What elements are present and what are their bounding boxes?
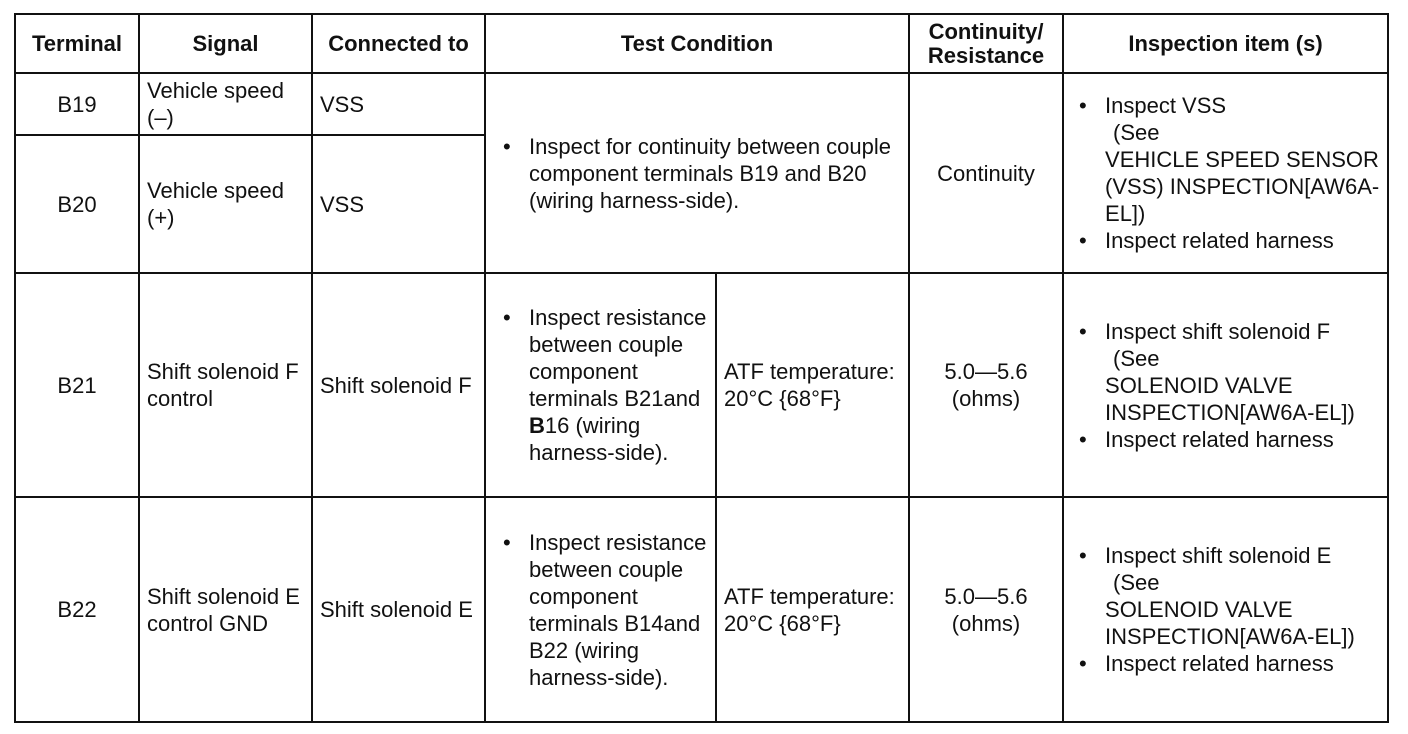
see-note: (See <box>1113 120 1160 145</box>
inspection-cell <box>1063 73 1388 273</box>
atf-temperature-cell: ATF temperature: 20°C {68°F} <box>716 497 909 722</box>
connected-to-cell: VSS <box>312 73 485 135</box>
signal-cell: Vehicle speed (+) <box>139 135 312 273</box>
header-test-condition: Test Condition <box>485 14 909 73</box>
inspection-item-text: Inspect shift solenoid F <box>1105 318 1331 344</box>
header-continuity-resistance <box>909 14 1063 73</box>
terminal-inspection-table <box>14 13 1389 723</box>
test-condition-cell <box>485 273 716 497</box>
result-cell: Continuity <box>909 73 1063 273</box>
connected-to-cell: VSS <box>312 135 485 273</box>
header-connected-to: Connected to <box>312 14 485 73</box>
inspection-item: • Inspect related harness <box>1075 227 1380 254</box>
test-condition-item: • Inspect resistance between couple component terminals B14and B22 (wiring harness-side). <box>499 529 708 691</box>
test-condition-cell <box>485 497 716 722</box>
inspection-item <box>1075 92 1380 227</box>
result-cell: 5.0—5.6 (ohms) <box>909 273 1063 497</box>
result-cell: 5.0—5.6 (ohms) <box>909 497 1063 722</box>
table-row-b21 <box>15 273 1388 497</box>
terminal-cell: B19 <box>15 73 139 135</box>
header-continuity-line2: Resistance <box>927 42 1045 68</box>
connected-to-cell: Shift solenoid E <box>312 497 485 722</box>
header-row <box>15 14 1388 73</box>
inspection-item: • Inspect related harness <box>1075 650 1380 677</box>
header-continuity-line1: Continuity/ <box>928 18 1044 44</box>
table-row-b22 <box>15 497 1388 722</box>
inspection-cell <box>1063 497 1388 722</box>
terminal-cell: B22 <box>15 497 139 722</box>
header-terminal: Terminal <box>15 14 139 73</box>
test-condition-cell <box>485 73 909 273</box>
terminal-cell: B20 <box>15 135 139 273</box>
header-inspection-items: Inspection item (s) <box>1063 14 1388 73</box>
atf-temperature-cell: ATF temperature: 20°C {68°F} <box>716 273 909 497</box>
connected-to-cell: Shift solenoid F <box>312 273 485 497</box>
inspection-cell <box>1063 273 1388 497</box>
inspection-item: • Inspect related harness <box>1075 426 1380 453</box>
inspection-item <box>1075 542 1380 650</box>
signal-cell: Shift solenoid E control GND <box>139 497 312 722</box>
see-note: (See <box>1113 345 1160 371</box>
inspection-item-text: Inspect VSS <box>1105 93 1227 118</box>
table-row-b19 <box>15 73 1388 135</box>
terminal-cell: B21 <box>15 273 139 497</box>
reference-link[interactable]: SOLENOID VALVE INSPECTION[AW6A-EL]) <box>1105 372 1355 425</box>
test-condition-item: • Inspect resistance between couple component terminals B21and B16 (wiring harness-side). <box>499 304 708 466</box>
signal-cell: Shift solenoid F control <box>139 273 312 497</box>
inspection-item <box>1075 318 1380 426</box>
inspection-item-text: Inspect shift solenoid E <box>1105 543 1332 568</box>
header-signal: Signal <box>139 14 312 73</box>
reference-link[interactable]: VEHICLE SPEED SENSOR (VSS) INSPECTION[AW6A-EL]) <box>1105 147 1380 226</box>
signal-cell: Vehicle speed (–) <box>139 73 312 135</box>
see-note: (See <box>1113 570 1160 595</box>
reference-link[interactable]: SOLENOID VALVE INSPECTION[AW6A-EL]) <box>1105 597 1355 649</box>
test-condition-item: • Inspect for continuity between couple component terminals B19 and B20 (wiring harness-side). <box>499 133 901 214</box>
